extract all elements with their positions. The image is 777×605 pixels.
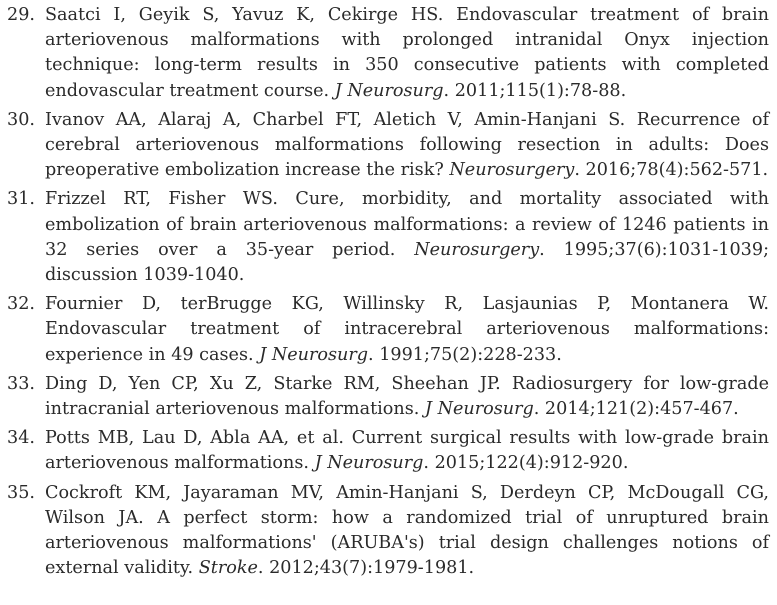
reference-number: 30 . xyxy=(7,108,35,133)
reference-text xyxy=(45,5,769,101)
reference-journal: J Neurosurg xyxy=(334,80,444,101)
reference-text xyxy=(45,110,769,180)
reference-number: 31 . xyxy=(7,187,35,212)
reference-authors: Potts MB, Lau D, Abla AA, et al. xyxy=(45,428,344,449)
reference-citation: . 1991;75(2):228-233. xyxy=(368,344,562,365)
reference-authors: Ivanov AA, Alaraj A, Charbel FT, Aletich V, Amin-Hanjani S. xyxy=(45,109,626,130)
reference-item xyxy=(7,481,769,582)
reference-citation: . 1995;37(6):1031-1039; discussion 1039-1040. xyxy=(45,239,769,286)
reference-title: Radiosurgery for low-grade intracranial arteriovenous malformations. xyxy=(45,373,769,420)
reference-item xyxy=(7,187,769,288)
reference-journal: Neurosurgery xyxy=(414,239,540,260)
reference-citation: . 2015;122(4):912-920. xyxy=(423,453,629,474)
reference-number: 35 . xyxy=(7,481,35,506)
reference-authors: Cockroft KM, Jayaraman MV, Amin-Hanjani S, Derdeyn CP, McDougall CG, Wilson JA. xyxy=(45,482,769,528)
reference-item xyxy=(7,292,769,368)
reference-journal: Stroke xyxy=(198,558,258,579)
reference-citation: . 2014;121(2):457-467. xyxy=(533,399,739,420)
reference-text xyxy=(45,374,769,419)
reference-citation: . 2016;78(4):562-571. xyxy=(574,160,769,181)
reference-item xyxy=(7,372,769,422)
reference-text xyxy=(45,483,769,579)
reference-authors: Saatci I, Geyik S, Yavuz K, Cekirge HS. xyxy=(45,5,444,25)
reference-item xyxy=(7,426,769,476)
reference-authors: Fournier D, terBrugge KG, Willinsky R, Lasjaunias P, Montanera W. xyxy=(45,294,769,315)
reference-title: Recurrence of cerebral arteriovenous malformations following resection in adults: Does preoperative embolization increase the risk? xyxy=(45,109,770,181)
reference-number: 32 . xyxy=(7,292,35,317)
reference-citation: . 2012;43(7):1979-1981. xyxy=(257,558,475,579)
reference-text xyxy=(45,189,769,285)
reference-title: A perfect storm: how a randomized trial of unruptured brain arteriovenous malformations' (ARUBA's) trial design challenges notions of external validity. xyxy=(45,507,769,579)
reference-number: 33 . xyxy=(7,372,35,397)
reference-title: Cure, morbidity, and mortality associated with embolization of brain arteriovenous malformations: a review of 1246 patients in 32 series over a 35-year period. xyxy=(45,189,769,260)
reference-authors: Ding D, Yen CP, Xu Z, Starke RM, Sheehan JP. xyxy=(45,373,501,394)
reference-title: Endovascular treatment of brain arteriovenous malformations with prolonged intranidal Onyx injection technique: long-term results in 350 consecutive patients with completed endovascular treatment course. xyxy=(45,5,770,101)
reference-journal: J Neurosurg xyxy=(314,453,424,474)
reference-journal: J Neurosurg xyxy=(424,399,534,420)
reference-item xyxy=(7,108,769,184)
reference-text xyxy=(45,294,769,364)
reference-item xyxy=(7,3,769,104)
reference-journal: Neurosurgery xyxy=(449,160,575,181)
reference-title: Current surgical results with low-grade brain arteriovenous malformations. xyxy=(45,428,769,474)
reference-number: 34 . xyxy=(7,426,35,451)
reference-text xyxy=(45,428,769,473)
reference-journal: J Neurosurg xyxy=(259,344,369,365)
reference-authors: Frizzel RT, Fisher WS. xyxy=(45,189,278,210)
reference-title: Endovascular treatment of intracerebral arteriovenous malformations: experience in 49 cases. xyxy=(45,319,769,365)
reference-list xyxy=(7,3,769,585)
reference-number: 29 . xyxy=(7,3,35,28)
reference-citation: . 2011;115(1):78-88. xyxy=(443,80,627,101)
